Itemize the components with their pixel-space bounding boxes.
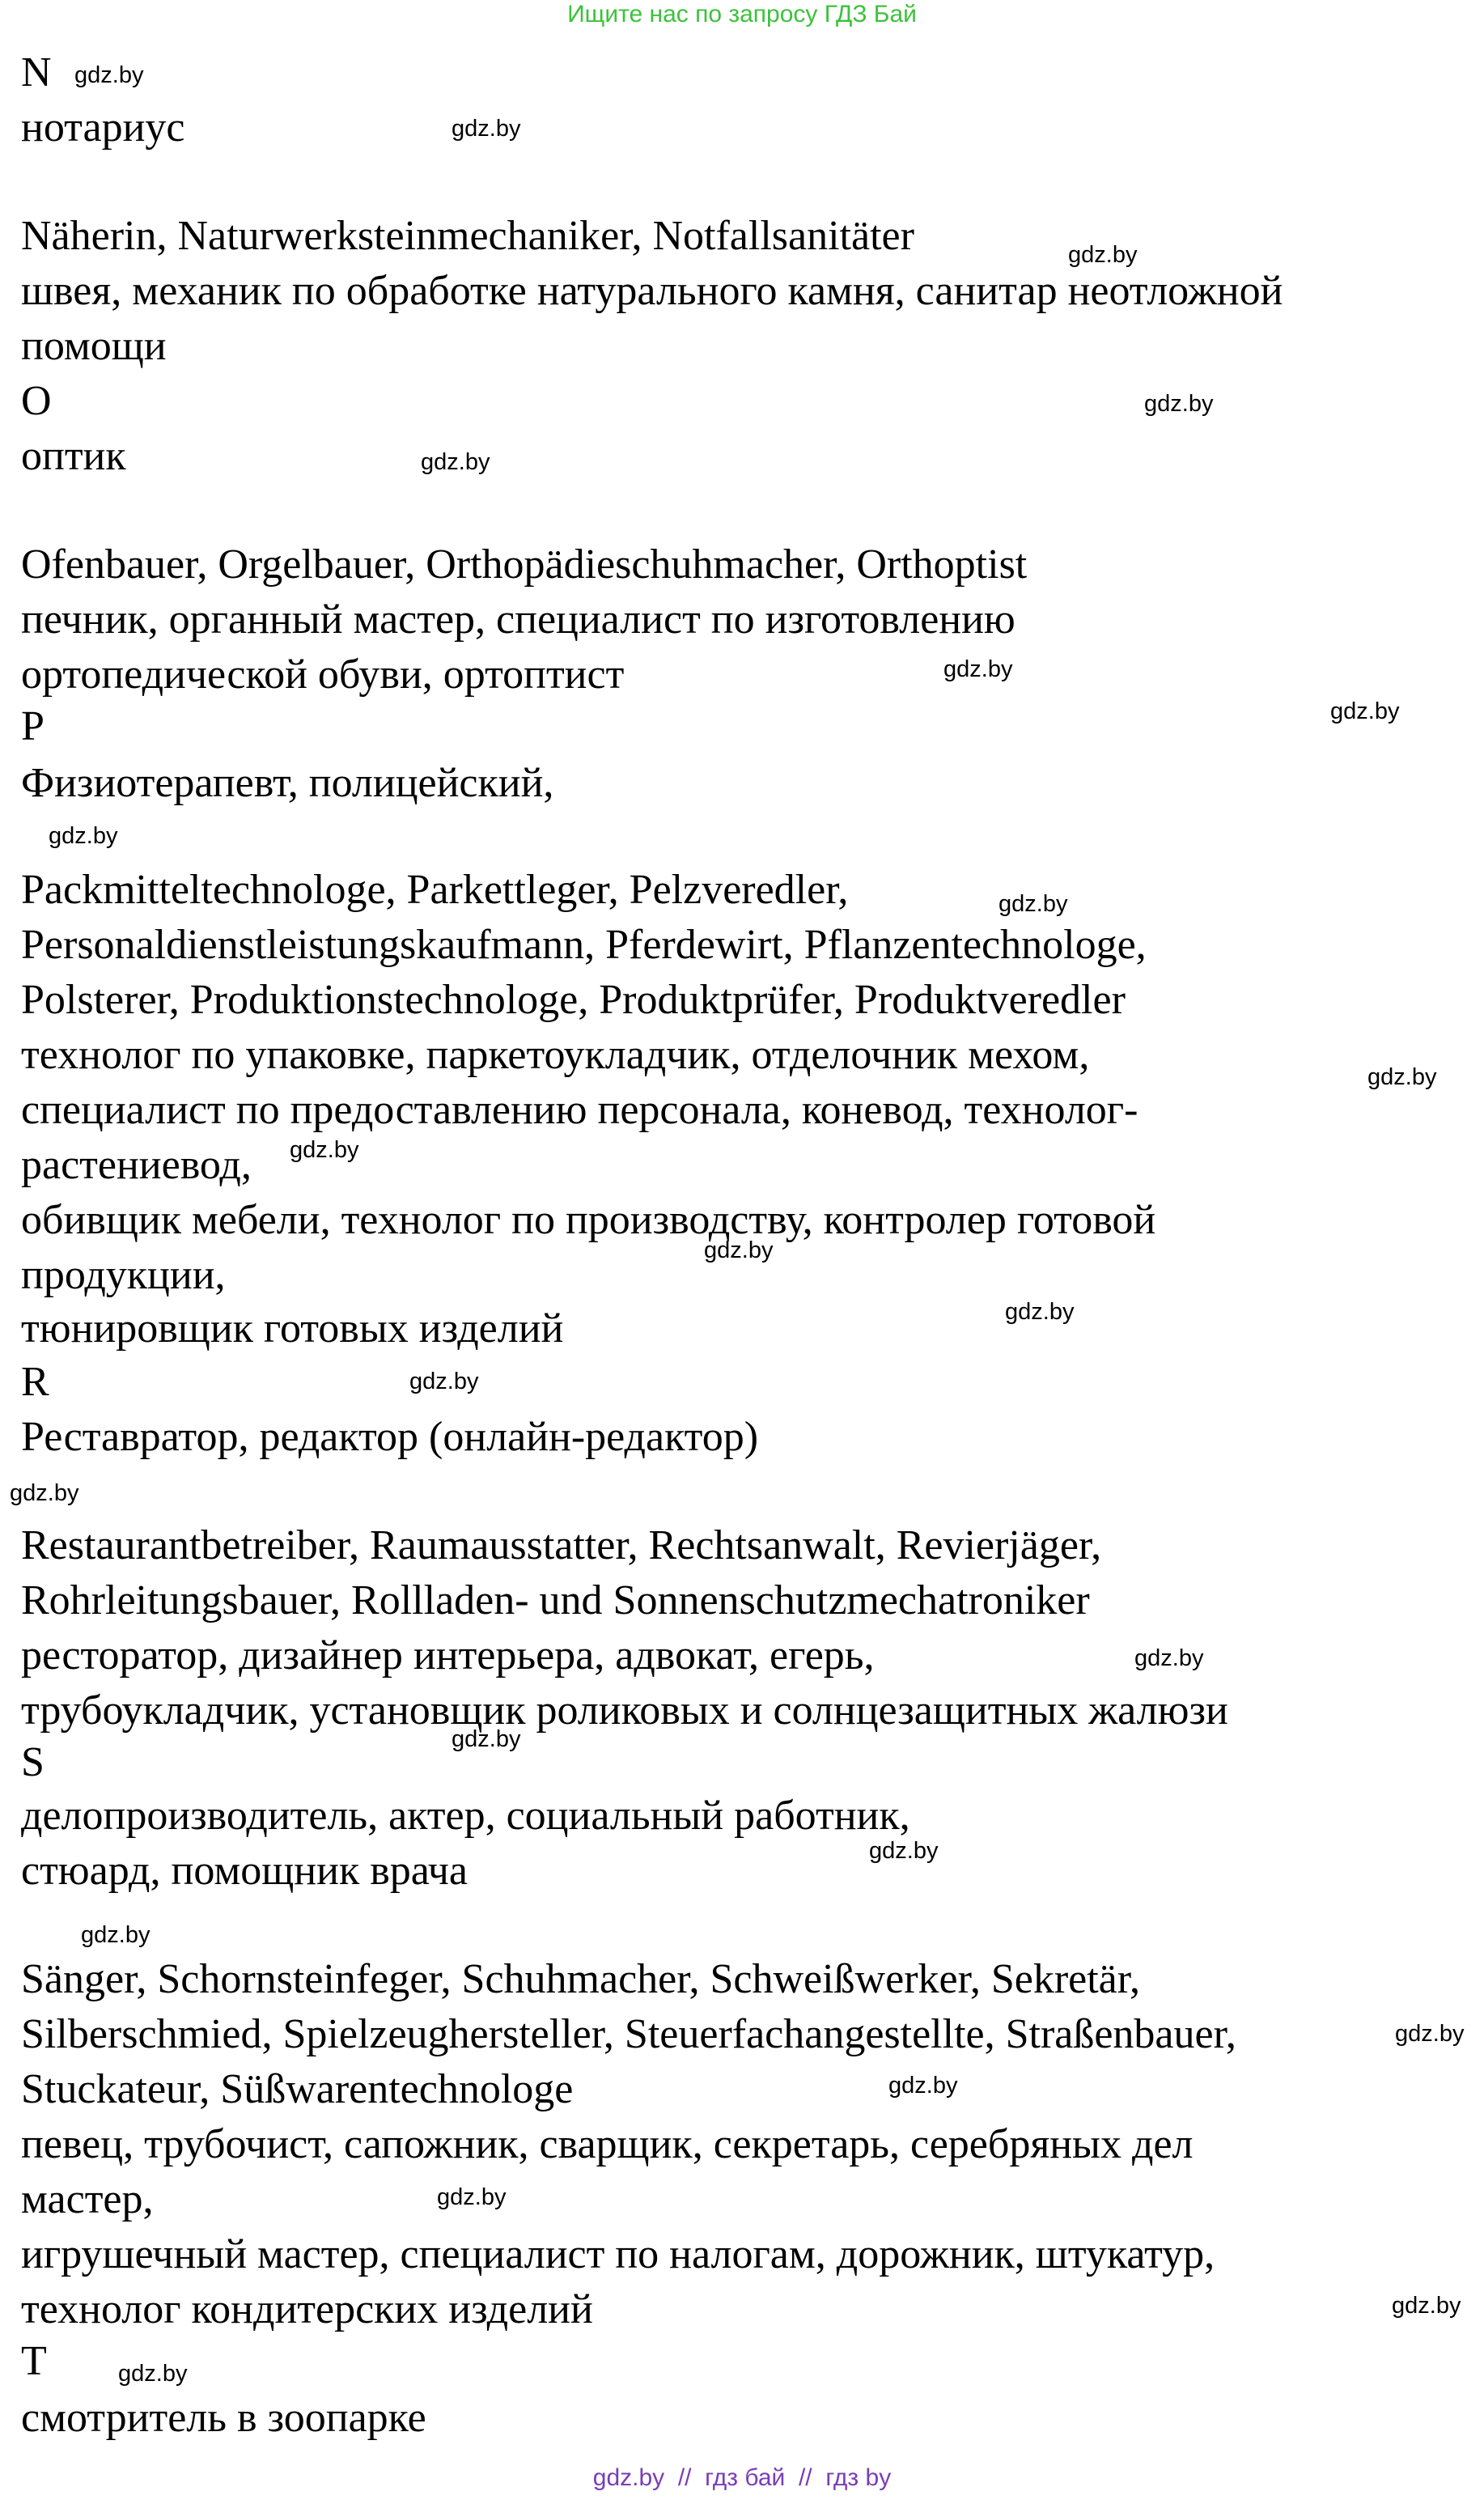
watermark: gdz.by — [118, 2361, 188, 2387]
watermark: gdz.by — [81, 1922, 151, 1948]
letter-heading-p: P — [21, 703, 45, 749]
text-line: помощи — [21, 323, 167, 369]
text-line: ресторатор, дизайнер интерьера, адвокат, егерь, — [21, 1632, 875, 1679]
text-line: Реставратор, редактор (онлайн-редактор) — [21, 1414, 759, 1460]
watermark: gdz.by — [1395, 2021, 1465, 2047]
text-line: Физиотерапевт, полицейский, — [21, 760, 554, 806]
watermark: gdz.by — [10, 1480, 79, 1506]
text-line: Restaurantbetreiber, Raumausstatter, Rechtsanwalt, Revierjäger, — [21, 1522, 1102, 1568]
watermark: gdz.by — [869, 1838, 939, 1864]
text-line: печник, органный мастер, специалист по изготовлению — [21, 596, 1015, 643]
letter-heading-n: N — [21, 49, 52, 95]
watermark: gdz.by — [74, 62, 144, 88]
watermark: gdz.by — [437, 2184, 507, 2210]
watermark: gdz.by — [1144, 391, 1214, 417]
footer-links: gdz.by // гдз бай // гдз by — [592, 2464, 892, 2491]
text-line: тюнировщик готовых изделий — [21, 1305, 564, 1352]
text-line: Silberschmied, Spielzeughersteller, Steuerfachangestellte, Straßenbauer, — [21, 2011, 1236, 2057]
text-line: певец, трубочист, сапожник, сварщик, секретарь, серебряных дел — [21, 2121, 1194, 2167]
watermark: gdz.by — [290, 1137, 359, 1163]
watermark: gdz.by — [409, 1369, 479, 1394]
watermark: gdz.by — [1068, 242, 1138, 268]
text-line: Packmitteltechnologe, Parkettleger, Pelzveredler, — [21, 867, 849, 913]
text-line: нотариус — [21, 104, 185, 151]
watermark: gdz.by — [1330, 698, 1400, 724]
text-line: продукции, — [21, 1252, 226, 1298]
watermark: gdz.by — [421, 449, 490, 475]
text-line: Rohrleitungsbauer, Rollladen- und Sonnenschutzmechatroniker — [21, 1577, 1090, 1623]
watermark: gdz.by — [1392, 2293, 1461, 2319]
letter-heading-r: R — [21, 1359, 49, 1405]
text-line: Ofenbauer, Orgelbauer, Orthopädieschuhmacher, Orthoptist — [21, 541, 1028, 588]
text-line: игрушечный мастер, специалист по налогам, дорожник, штукатур, — [21, 2231, 1215, 2277]
watermark: gdz.by — [999, 891, 1068, 917]
text-line: Stuckateur, Süßwarentechnologe — [21, 2066, 574, 2112]
watermark: gdz.by — [1005, 1299, 1075, 1325]
watermark: gdz.by — [704, 1237, 774, 1263]
text-line: делопроизводитель, актер, социальный работник, — [21, 1793, 910, 1839]
text-line: технолог по упаковке, паркетоукладчик, отделочник мехом, — [21, 1032, 1090, 1078]
text-line: технолог кондитерских изделий — [21, 2286, 593, 2332]
text-line: Personaldienstleistungskaufmann, Pferdewirt, Pflanzentechnologe, — [21, 922, 1147, 968]
text-line: швея, механик по обработке натурального камня, санитар неотложной — [21, 268, 1283, 314]
watermark: gdz.by — [1367, 1064, 1437, 1090]
text-line: Polsterer, Produktionstechnologe, Produktprüfer, Produktveredler — [21, 977, 1126, 1023]
text-line: специалист по предоставлению персонала, коневод, технолог- — [21, 1087, 1138, 1133]
watermark: gdz.by — [1134, 1645, 1204, 1671]
text-line: обивщик мебели, технолог по производству, контролер готовой — [21, 1197, 1156, 1243]
text-line: Sänger, Schornsteinfeger, Schuhmacher, Schweißwerker, Sekretär, — [21, 1956, 1140, 2002]
top-banner: Ищите нас по запросу ГДЗ Бай — [567, 1, 917, 28]
text-line: трубоукладчик, установщик роликовых и солнцезащитных жалюзи — [21, 1687, 1228, 1734]
watermark: gdz.by — [49, 823, 118, 849]
watermark: gdz.by — [943, 656, 1013, 682]
text-line: оптик — [21, 433, 126, 479]
text-line: смотритель в зоопарке — [21, 2395, 426, 2441]
watermark: gdz.by — [888, 2073, 958, 2099]
watermark: gdz.by — [452, 1726, 521, 1752]
watermark: gdz.by — [452, 116, 521, 142]
text-line: стюард, помощник врача — [21, 1848, 468, 1894]
letter-heading-t: T — [21, 2338, 47, 2384]
text-line: Näherin, Naturwerksteinmechaniker, Notfallsanitäter — [21, 213, 914, 259]
text-line: растениевод, — [21, 1142, 252, 1188]
text-line: мастер, — [21, 2176, 154, 2222]
letter-heading-o: O — [21, 378, 52, 424]
letter-heading-s: S — [21, 1739, 45, 1785]
text-line: ортопедической обуви, ортоптист — [21, 651, 625, 698]
